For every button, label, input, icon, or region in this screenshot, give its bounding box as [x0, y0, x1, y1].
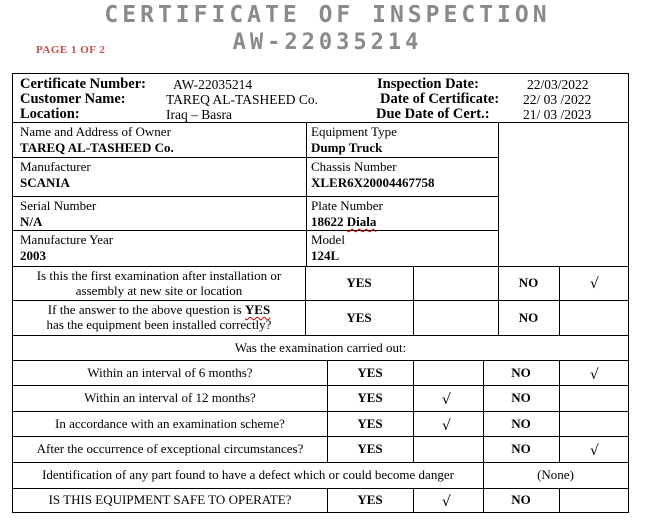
first-exam-no-check-icon: √	[590, 276, 599, 292]
scheme-yes: YES	[357, 416, 383, 431]
installed-question-yes: YES	[244, 302, 271, 317]
interval-6-no-check-icon: √	[590, 367, 599, 383]
chassis-number-label: Chassis Number	[311, 159, 397, 174]
row-divider	[13, 488, 628, 489]
installed-yes: YES	[346, 310, 372, 325]
exceptional-no: NO	[511, 441, 531, 456]
scheme-no: NO	[511, 416, 531, 431]
manufacture-year-value: 2003	[20, 248, 46, 263]
location-value: Iraq – Basra	[166, 107, 232, 122]
installed-question-line1	[13, 303, 305, 317]
column-divider	[413, 266, 414, 335]
column-divider	[413, 488, 414, 512]
interval-6-yes: YES	[357, 365, 383, 380]
row-divider	[13, 157, 498, 158]
plate-number-label: Plate Number	[311, 198, 383, 213]
safe-to-operate-question: IS THIS EQUIPMENT SAFE TO OPERATE?	[48, 492, 292, 507]
column-divider	[306, 122, 307, 266]
manufacture-year-label: Manufacture Year	[20, 232, 114, 247]
safe-no: NO	[511, 492, 531, 507]
first-exam-question-line1: Is this the first examination after installation or	[36, 268, 282, 283]
equipment-type-value: Dump Truck	[311, 140, 383, 155]
installed-question-text: If the answer to the above question is	[47, 302, 245, 317]
defect-answer: (None)	[537, 467, 574, 482]
manufacturer-value: SCANIA	[20, 175, 70, 190]
certificate-date-label: Date of Certificate:	[380, 91, 500, 107]
owner-value: TAREQ AL-TASHEED Co.	[20, 140, 174, 155]
interval-6-no: NO	[511, 365, 531, 380]
scheme-question: In accordance with an examination scheme?	[55, 416, 285, 431]
carried-out-heading: Was the examination carried out:	[234, 340, 407, 355]
row-divider	[13, 335, 628, 336]
owner-label: Name and Address of Owner	[20, 124, 171, 139]
chassis-number-value: XLER6X20004467758	[311, 175, 435, 190]
plate-city: Diala	[346, 214, 377, 229]
row-divider	[13, 360, 628, 361]
row-divider	[13, 122, 628, 123]
column-divider	[559, 360, 560, 462]
first-exam-yes: YES	[346, 275, 372, 290]
due-date-label: Due Date of Cert.:	[376, 106, 490, 122]
first-exam-question-line2: assembly at new site or location	[75, 283, 243, 298]
exceptional-yes: YES	[357, 441, 383, 456]
plate-number: 18622	[311, 214, 344, 229]
interval-12-yes-check-icon: √	[442, 392, 451, 408]
row-divider	[13, 385, 628, 386]
certificate-number-value: AW-22035214	[173, 77, 253, 92]
manufacturer-label: Manufacturer	[20, 159, 91, 174]
column-divider	[559, 488, 560, 512]
exceptional-no-check-icon: √	[590, 443, 599, 459]
interval-6-question: Within an interval of 6 months?	[87, 365, 253, 380]
due-date-value: 21/ 03 /2023	[523, 107, 592, 122]
interval-12-question: Within an interval of 12 months?	[84, 390, 256, 405]
certificate-code-heading: AW-22035214	[232, 30, 423, 55]
row-divider	[13, 266, 628, 267]
column-divider	[559, 266, 560, 335]
row-divider	[13, 462, 628, 463]
row-divider	[13, 411, 628, 412]
inspection-date-value: 22/03/2022	[527, 77, 589, 92]
row-divider	[13, 196, 498, 197]
row-divider	[13, 230, 498, 231]
row-divider	[13, 300, 628, 301]
certificate-date-value: 22/ 03 /2022	[523, 92, 592, 107]
plate-number-value	[311, 215, 376, 229]
certificate-number-label: Certificate Number:	[20, 76, 147, 92]
customer-name-value: TAREQ AL-TASHEED Co.	[166, 92, 318, 107]
installed-no: NO	[518, 310, 539, 325]
document-title: CERTIFICATE OF INSPECTION	[104, 2, 551, 28]
exceptional-question: After the occurrence of exceptional circumstances?	[36, 441, 304, 456]
page-number: PAGE 1 OF 2	[36, 44, 106, 56]
interval-12-yes: YES	[357, 390, 383, 405]
customer-name-label: Customer Name:	[20, 91, 126, 107]
equipment-type-label: Equipment Type	[311, 124, 397, 139]
certificate-table	[12, 73, 629, 513]
inspection-date-label: Inspection Date:	[377, 76, 479, 92]
interval-12-no: NO	[511, 390, 531, 405]
column-divider	[498, 122, 499, 266]
scheme-yes-check-icon: √	[442, 418, 451, 434]
serial-number-label: Serial Number	[20, 198, 97, 213]
defect-question: Identification of any part found to have a defect which or could become danger	[42, 467, 454, 482]
column-divider	[413, 360, 414, 462]
serial-number-value: N/A	[20, 214, 43, 229]
row-divider	[13, 436, 628, 437]
safe-yes-check-icon: √	[442, 494, 451, 510]
model-value: 124L	[311, 248, 340, 263]
safe-yes: YES	[357, 492, 383, 507]
first-exam-no: NO	[518, 275, 539, 290]
location-label: Location:	[20, 106, 80, 122]
installed-question-line2: has the equipment been installed correctly?	[46, 317, 272, 332]
model-label: Model	[311, 232, 345, 247]
